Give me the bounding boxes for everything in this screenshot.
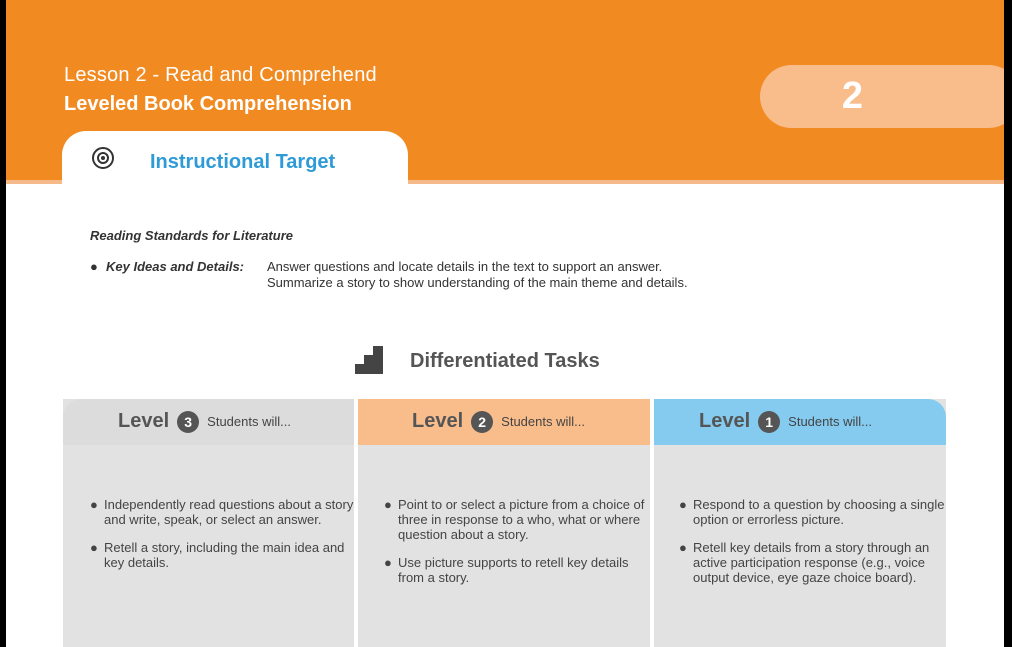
- level-3-items: [90, 497, 356, 583]
- bullet-icon: ●: [90, 497, 98, 512]
- instructional-target-tab: [62, 131, 408, 187]
- list-item: [679, 497, 945, 527]
- target-icon: [92, 147, 114, 169]
- level-2-items: [384, 497, 650, 598]
- level-1-items: [679, 497, 945, 598]
- level-3-header: [63, 399, 354, 445]
- standards-text-line-1: Answer questions and locate details in the text to support an answer.: [267, 259, 663, 274]
- list-item-text: Respond to a question by choosing a single option or errorless picture.: [693, 497, 945, 527]
- level-word: Level: [412, 410, 464, 432]
- standards-title: Reading Standards for Literature: [90, 228, 293, 243]
- level-3-header-content: [118, 410, 291, 433]
- students-will-label: Students will...: [501, 414, 585, 429]
- differentiated-tasks-title: Differentiated Tasks: [410, 350, 600, 372]
- level-2-header-content: [412, 410, 585, 433]
- list-item-text: Point to or select a picture from a choice of three in response to a who, what or where question about a story.: [398, 497, 645, 542]
- list-item-text: Use picture supports to retell key details from a story.: [398, 555, 629, 585]
- level-2-column: [358, 399, 650, 647]
- bullet-icon: ●: [679, 497, 687, 512]
- standards-text-line-2: Summarize a story to show understanding of the main theme and details.: [267, 275, 688, 290]
- list-item: [384, 555, 650, 585]
- bullet-icon: ●: [90, 540, 98, 555]
- instructional-target-label: Instructional Target: [150, 151, 336, 173]
- level-2-header: [358, 399, 650, 445]
- lesson-title: Lesson 2 - Read and Comprehend: [64, 64, 377, 86]
- level-3-column: [63, 399, 354, 647]
- level-badge: 3: [177, 411, 199, 433]
- list-item: [90, 497, 356, 527]
- level-word: Level: [118, 410, 170, 432]
- bullet-icon: ●: [384, 555, 392, 570]
- level-badge: 1: [758, 411, 780, 433]
- bullet-icon: ●: [384, 497, 392, 512]
- students-will-label: Students will...: [207, 414, 291, 429]
- stairs-icon: [355, 346, 383, 374]
- level-badge: 2: [471, 411, 493, 433]
- level-1-header-content: [699, 410, 872, 433]
- list-item: [90, 540, 356, 570]
- level-word: Level: [699, 410, 751, 432]
- list-item-text: Retell key details from a story through an active participation response (e.g., voice output device, eye gaze choice board).: [693, 540, 930, 585]
- standards-term: Key Ideas and Details:: [106, 259, 244, 274]
- students-will-label: Students will...: [788, 414, 872, 429]
- list-item: [384, 497, 650, 542]
- lesson-subtitle: Leveled Book Comprehension: [64, 93, 352, 115]
- level-1-header: [654, 399, 946, 445]
- level-1-column: [654, 399, 946, 647]
- lesson-number: 2: [841, 75, 864, 117]
- slide-sheet: [6, 0, 1004, 647]
- bullet-icon: ●: [679, 540, 687, 555]
- bullet-icon: ●: [90, 259, 98, 274]
- list-item-text: Independently read questions about a story and write, speak, or select an answer.: [104, 497, 354, 527]
- lesson-number-pill: [760, 65, 1004, 128]
- list-item-text: Retell a story, including the main idea and key details.: [104, 540, 345, 570]
- list-item: [679, 540, 945, 585]
